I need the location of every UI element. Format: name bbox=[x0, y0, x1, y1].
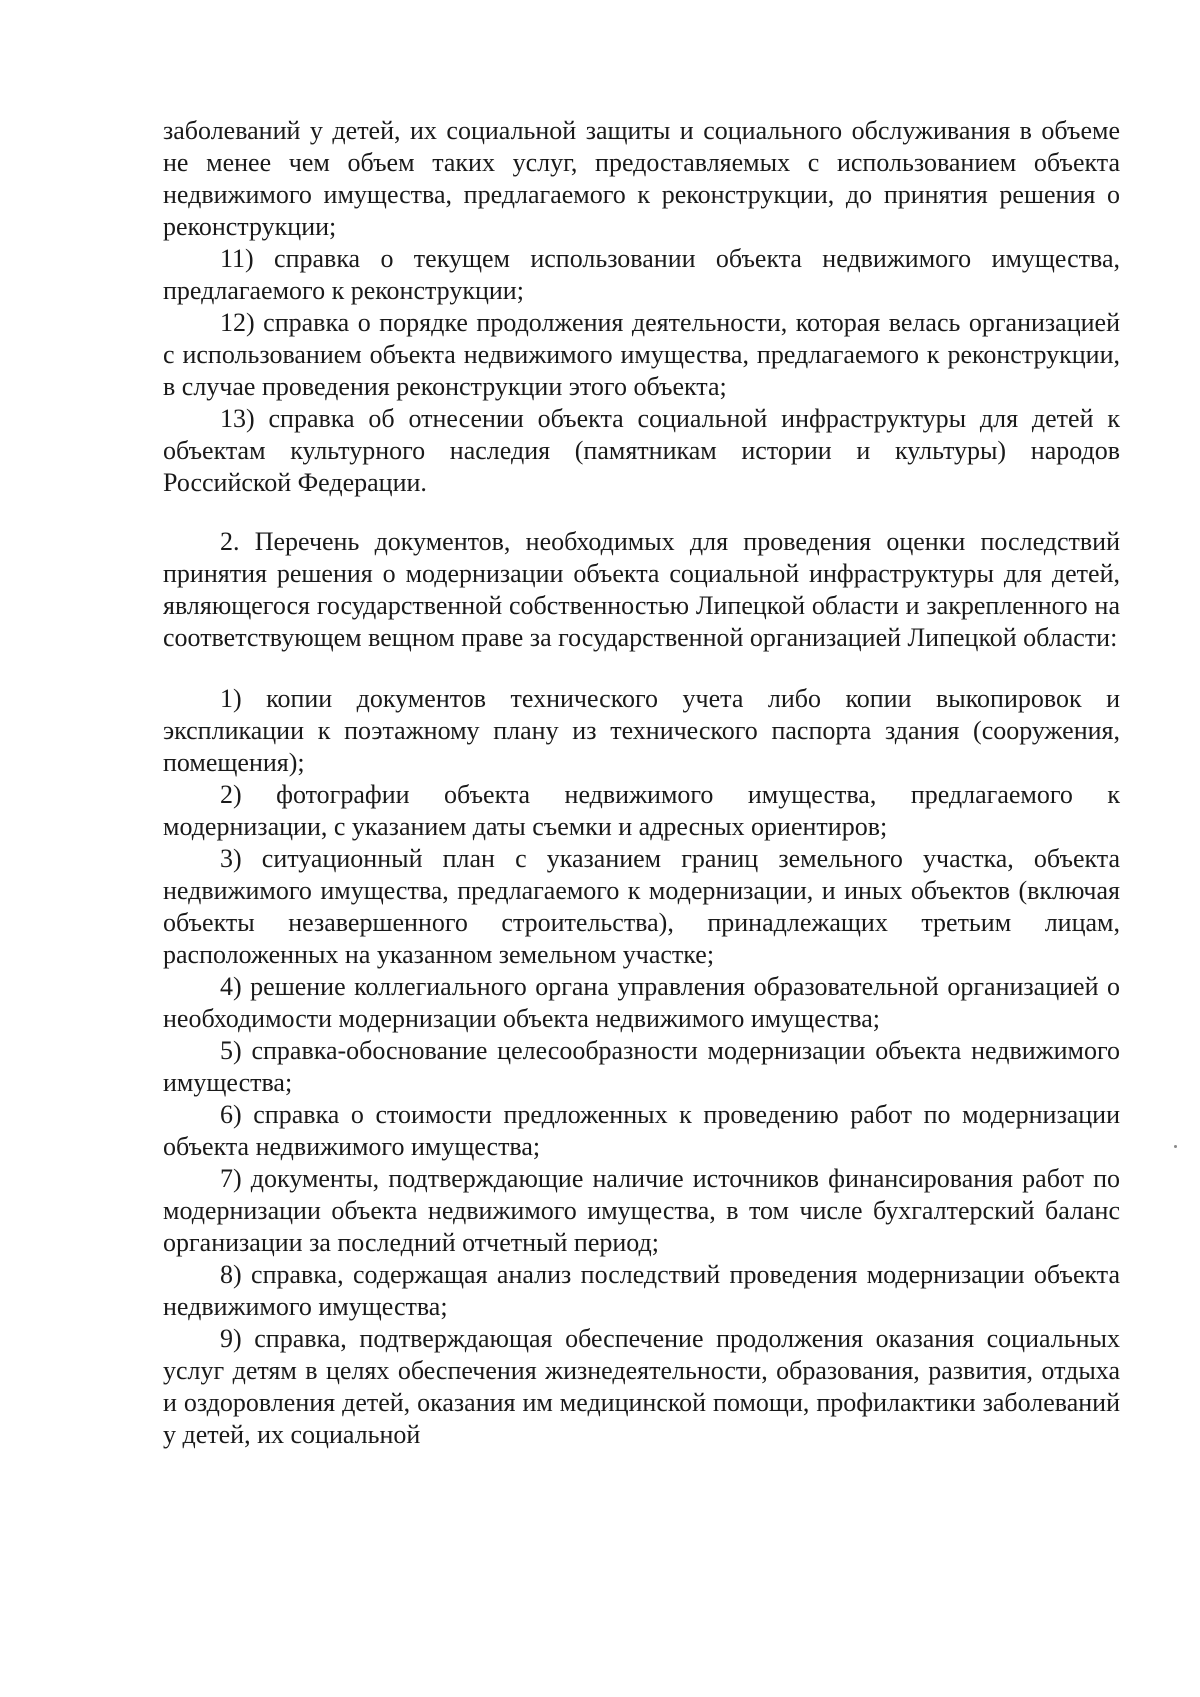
list-item-5: 5) справка-обоснование целесообразности модернизации объекта недвижимого имущества; bbox=[163, 1036, 1120, 1097]
section-2-heading-paragraph: 2. Перечень документов, необходимых для проведения оценки последствий принятия решения о модернизации объекта социальной инфраструктуры для детей, являющегося государственной собственностью Липецкой области и закрепленного на соответствующем вещном праве за государственной организацией Липецкой области: bbox=[163, 527, 1120, 652]
continued-paragraph: заболеваний у детей, их социальной защиты и социального обслуживания в объеме не менее чем объем таких услуг, предоставляемых с использованием объекта недвижимого имущества, предлагаемого к реконструкции, до принятия решения о реконструкции; bbox=[163, 116, 1120, 241]
list-item-7: 7) документы, подтверждающие наличие источников финансирования работ по модернизации объекта недвижимого имущества, в том числе бухгалтерский баланс организации за последний отчетный период; bbox=[163, 1164, 1120, 1257]
list-item-4: 4) решение коллегиального органа управления образовательной организацией о необходимости модернизации объекта недвижимого имущества; bbox=[163, 972, 1120, 1033]
list-item-8: 8) справка, содержащая анализ последствий проведения модернизации объекта недвижимого имущества; bbox=[163, 1260, 1120, 1321]
list-item-12: 12) справка о порядке продолжения деятельности, которая велась организацией с использованием объекта недвижимого имущества, предлагаемого к реконструкции, в случае проведения реконструкции этого объекта; bbox=[163, 308, 1120, 401]
list-item-2: 2) фотографии объекта недвижимого имущества, предлагаемого к модернизации, с указанием даты съемки и адресных ориентиров; bbox=[163, 780, 1120, 841]
scan-speck bbox=[1174, 1145, 1177, 1148]
list-item-11: 11) справка о текущем использовании объекта недвижимого имущества, предлагаемого к реконструкции; bbox=[163, 244, 1120, 305]
list-item-13: 13) справка об отнесении объекта социальной инфраструктуры для детей к объектам культурного наследия (памятникам истории и культуры) народов Российской Федерации. bbox=[163, 404, 1120, 497]
list-item-6: 6) справка о стоимости предложенных к проведению работ по модернизации объекта недвижимого имущества; bbox=[163, 1100, 1120, 1161]
document-body bbox=[163, 115, 1120, 1451]
list-item-1: 1) копии документов технического учета либо копии выкопировок и экспликации к поэтажному плану из технического паспорта здания (сооружения, помещения); bbox=[163, 684, 1120, 777]
list-item-9: 9) справка, подтверждающая обеспечение продолжения оказания социальных услуг детям в целях обеспечения жизнедеятельности, образования, развития, отдыха и оздоровления детей, оказания им медицинской помощи, профилактики заболеваний у детей, их социальной bbox=[163, 1324, 1120, 1449]
list-item-3: 3) ситуационный план с указанием границ земельного участка, объекта недвижимого имущества, предлагаемого к модернизации, и иных объектов (включая объекты незавершенного строительства), принадлежащих третьим лицам, расположенных на указанном земельном участке; bbox=[163, 844, 1120, 969]
